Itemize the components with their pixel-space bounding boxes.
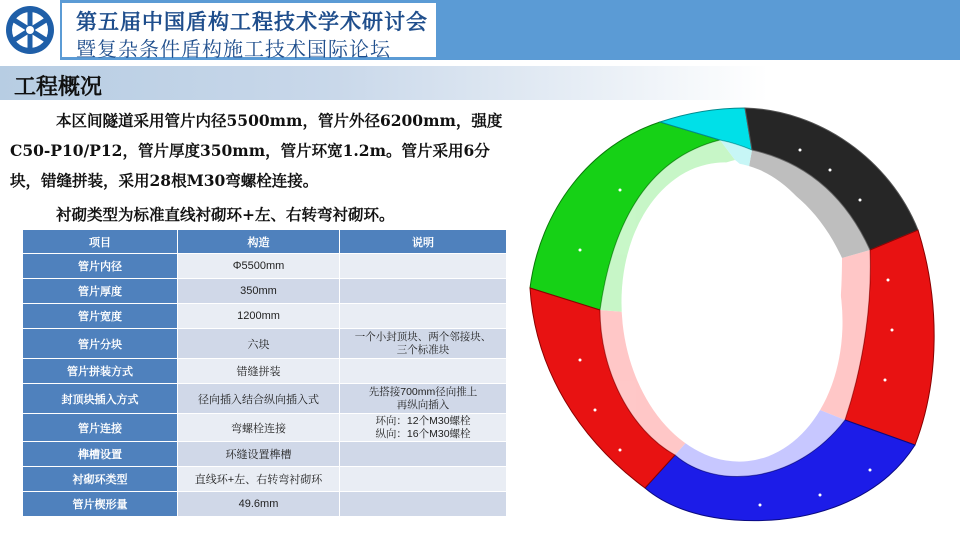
- row-note: [340, 329, 507, 359]
- row-note: [340, 492, 507, 517]
- row-construction: 弯螺栓连接: [178, 414, 340, 442]
- segment-spec-table: [23, 230, 507, 517]
- column-header-construction: 构造: [178, 230, 340, 254]
- project-description: [10, 106, 510, 196]
- table-row: [23, 442, 507, 467]
- row-label: 管片厚度: [23, 279, 178, 304]
- logo: [0, 0, 60, 60]
- row-label: 管片分块: [23, 329, 178, 359]
- row-note: [340, 304, 507, 329]
- lining-type-description: [10, 200, 510, 230]
- section-title: 工程概况: [14, 75, 103, 100]
- table-row: [23, 254, 507, 279]
- table-row: [23, 304, 507, 329]
- segment-ring-diagram: [520, 100, 940, 530]
- row-construction: Φ5500mm: [178, 254, 340, 279]
- row-note-line2: 纵向：16个M30螺栓: [375, 427, 471, 440]
- conference-title: 第五届中国盾构工程技术学术研讨会: [76, 10, 428, 34]
- row-note: [340, 384, 507, 414]
- row-note: [340, 467, 507, 492]
- header-bar: [0, 0, 960, 60]
- row-construction: 环缝设置榫槽: [178, 442, 340, 467]
- table-header-row: [23, 230, 507, 254]
- row-note-line2: 三个标准块: [396, 343, 450, 356]
- table-row: [23, 329, 507, 359]
- conference-subtitle: 暨复杂条件盾构施工技术国际论坛: [76, 37, 391, 61]
- table-row: [23, 414, 507, 442]
- row-label: 衬砌环类型: [23, 467, 178, 492]
- row-construction: 六块: [178, 329, 340, 359]
- row-label: 榫槽设置: [23, 442, 178, 467]
- row-note-line1: 一个小封顶块、两个邻接块、: [354, 330, 492, 343]
- row-note: [340, 442, 507, 467]
- conference-title-panel: [62, 3, 436, 61]
- row-construction: 49.6mm: [178, 492, 340, 517]
- row-label: 封顶块插入方式: [23, 384, 178, 414]
- row-note-line1: 环向：12个M30螺栓: [375, 414, 471, 427]
- row-label: 管片拼装方式: [23, 359, 178, 384]
- row-note: [340, 414, 507, 442]
- row-construction: 错缝拼装: [178, 359, 340, 384]
- column-header-note: 说明: [340, 230, 507, 254]
- section-title-bar: [0, 66, 960, 100]
- shield-tunnel-logo-icon: [4, 2, 56, 58]
- table-row: [23, 384, 507, 414]
- row-note: [340, 254, 507, 279]
- table-row: [23, 467, 507, 492]
- row-note: [340, 279, 507, 304]
- lining-type-text: 衬砌类型为标准直线衬砌环+左、右转弯衬砌环。: [56, 205, 395, 224]
- column-header-item: 项目: [23, 230, 178, 254]
- row-construction: 直线环+左、右转弯衬砌环: [178, 467, 340, 492]
- table-row: [23, 492, 507, 517]
- row-label: 管片连接: [23, 414, 178, 442]
- project-description-text: 本区间隧道采用管片内径5500mm，管片外径6200mm，强度C50-P10/P12，管片厚度350mm，管片环宽1.2m。管片采用6分块，错缝拼装，采用28根M30弯螺栓连接。: [10, 111, 503, 190]
- row-construction: 350mm: [178, 279, 340, 304]
- row-label: 管片楔形量: [23, 492, 178, 517]
- row-note-line2: 再纵向插入: [396, 398, 450, 411]
- row-construction: 径向插入结合纵向插入式: [178, 384, 340, 414]
- row-construction: 1200mm: [178, 304, 340, 329]
- table-row: [23, 279, 507, 304]
- row-label: 管片宽度: [23, 304, 178, 329]
- row-label: 管片内径: [23, 254, 178, 279]
- row-note: [340, 359, 507, 384]
- table-row: [23, 359, 507, 384]
- row-note-line1: 先搭接700mm径向推上: [368, 385, 478, 398]
